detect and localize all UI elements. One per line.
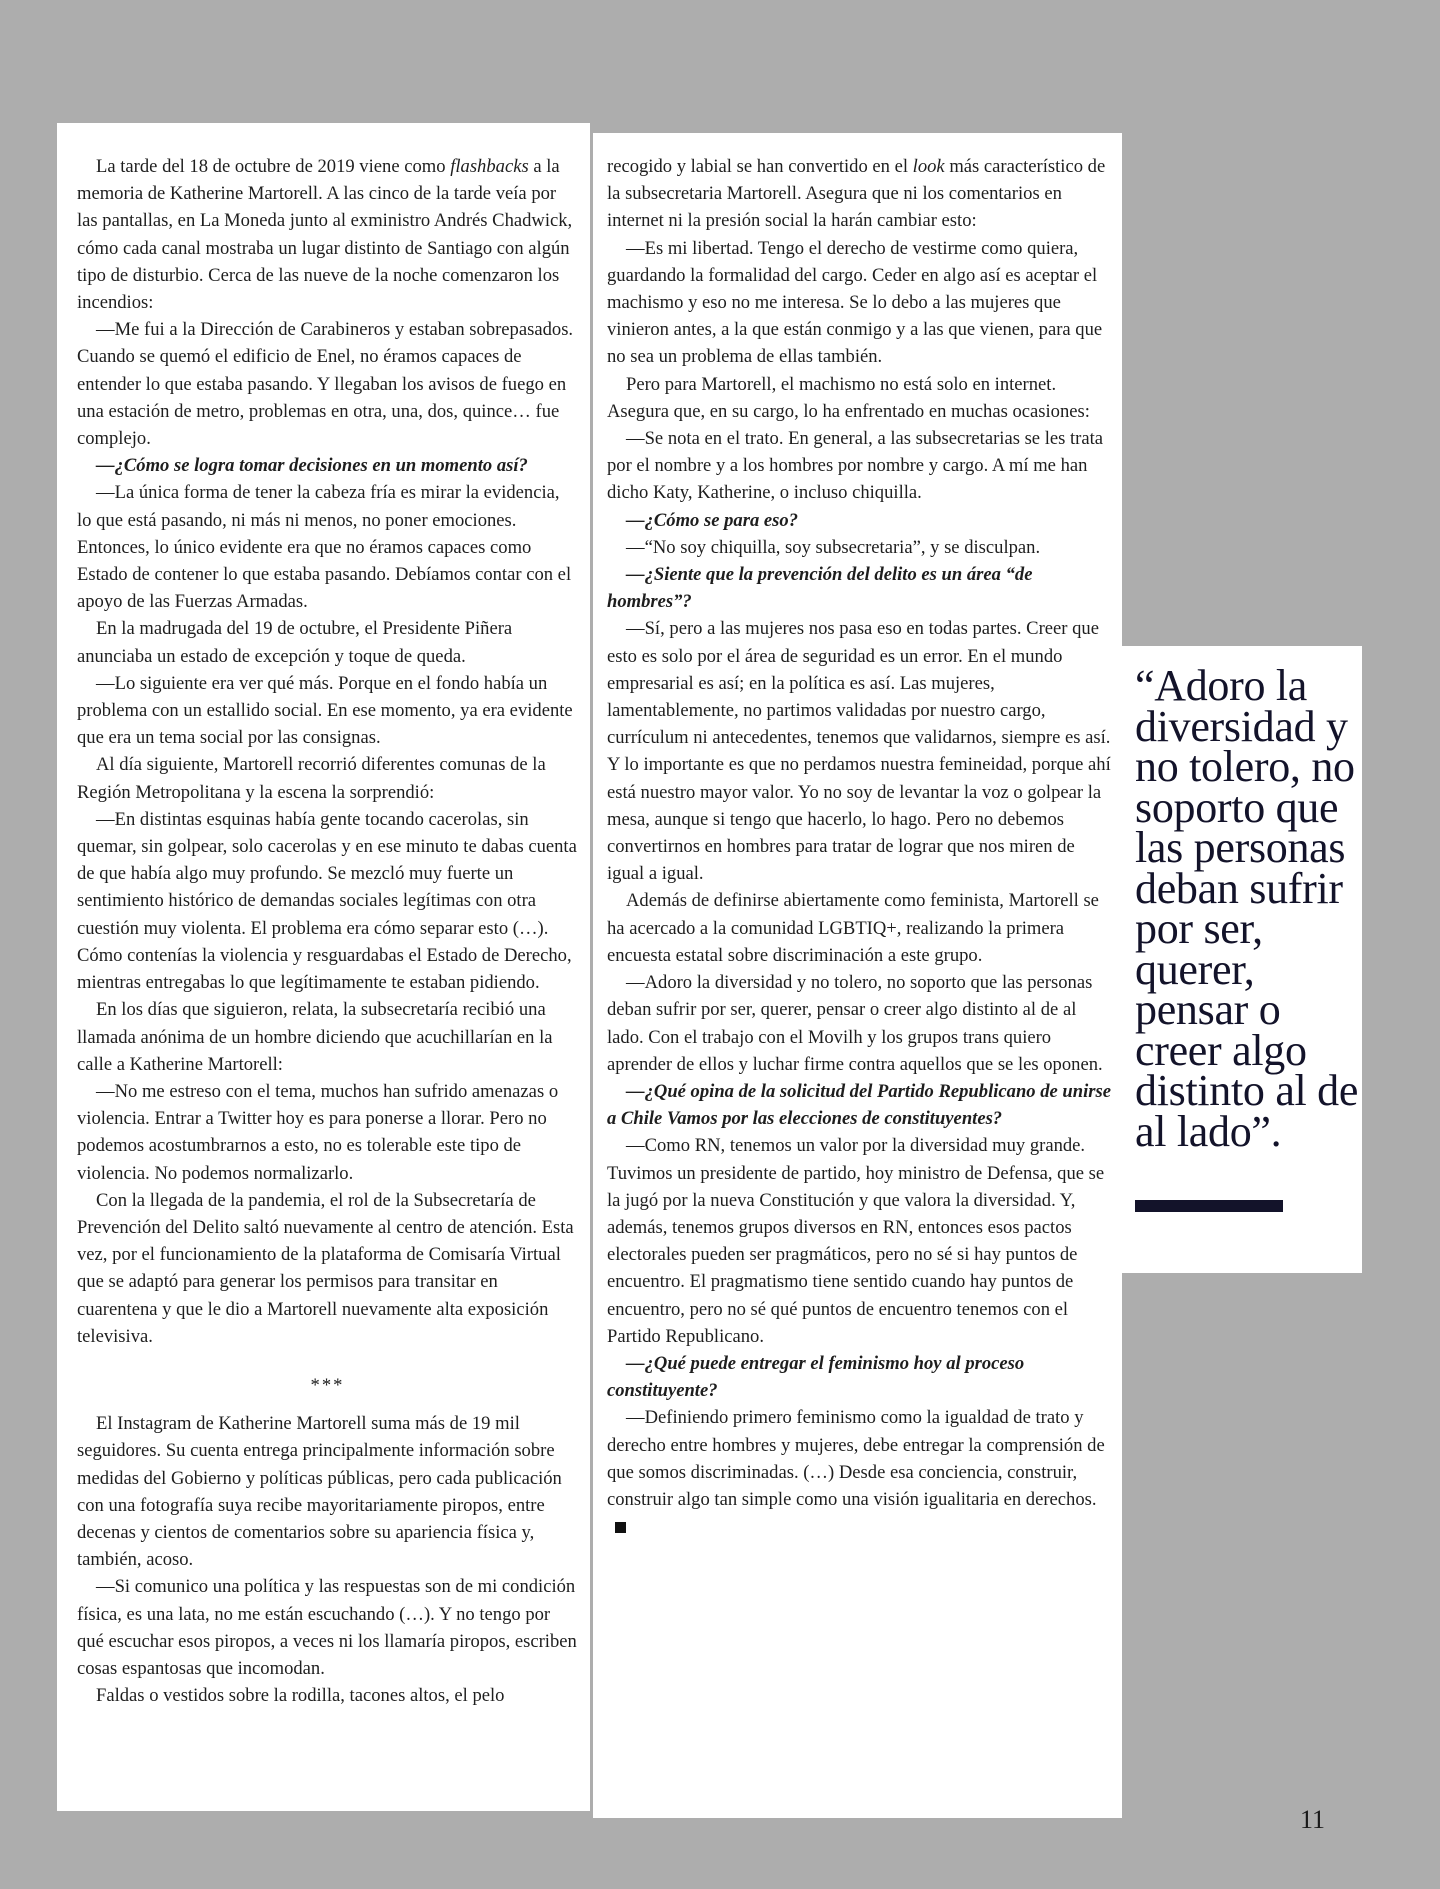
paragraph: —No me estreso con el tema, muchos han sufrido amenazas o violencia. Entrar a Twitter hoy es para ponerse a llorar. Pero no podemos acostumbrarnos a esto, no es tolerable este tipo de violencia. No podemos normalizarlo. (77, 1080, 559, 1184)
paragraph: —La única forma de tener la cabeza fría es mirar la evidencia, lo que está pasando, ni más ni menos, no poner emociones. Entonces, lo único evidente era que no éramos capaces como Estado de contener lo que estaba pasando. Debíamos contar con el apoyo de las Fuerzas Armadas. (77, 482, 572, 613)
paragraph: —Se nota en el trato. En general, a las subsecretarias se les trata por el nombre y a los hombres por nombre y cargo. A mí me han dicho Katy, Katherine, o incluso chiquilla. (607, 428, 1104, 504)
pull-quote-box (1122, 646, 1362, 1273)
article-column-left (57, 123, 590, 1811)
interview-question: —¿Cómo se logra tomar decisiones en un momento así? (96, 455, 528, 477)
paragraph: Además de definirse abiertamente como feminista, Martorell se ha acercado a la comunidad LGBTIQ+, realizando la primera encuesta estatal sobre discriminación a este grupo. (607, 890, 1099, 966)
section-separator: *** (310, 1374, 345, 1396)
paragraph: —En distintas esquinas había gente tocando cacerolas, sin quemar, sin golpear, solo cacerolas y en ese minuto te dabas cuenta de que había algo muy profundo. Se mezcló muy fuerte un sentimiento histórico de demandas sociales legítimas con otra cuestión muy violenta. El problema era cómo separar esto (…). Cómo contenías la violencia y resguardabas el Estado de Derecho, mientras entregabas lo que legítimamente te estaban pidiendo. (77, 808, 577, 994)
paragraph: —Sí, pero a las mujeres nos pasa eso en todas partes. Creer que esto es solo por el área de seguridad es un error. En el mundo empresarial es así; en la política es así. Las mujeres, lamentablemente, no partimos validadas por nuestro cargo, currículum ni antecedentes, tenemos que validarnos, siempre es así. Y lo importante es que no perdamos nuestra femineidad, porque ahí está nuestro mayor valor. Yo no soy de levantar la voz o golpear la mesa, aunque si tengo que hacerlo, lo hago. Pero no debemos convertirnos en hombres para tratar de lograr que nos miren de igual a igual. (607, 618, 1111, 885)
interview-question: —¿Qué puede entregar el feminismo hoy al proceso constituyente? (607, 1352, 1025, 1402)
paragraph: —Definiendo primero feminismo como la igualdad de trato y derecho entre hombres y mujeres, debe entregar la comprensión de que somos discriminadas. (…) Desde esa conciencia, construir, construir algo tan simple como una visión igualitaria en derechos. (607, 1404, 1114, 1540)
paragraph: La tarde del 18 de octubre de 2019 viene como flashbacks a la memoria de Katherine Martorell. A las cinco de la tarde veía por las pantallas, en La Moneda junto al exministro Andrés Chadwick, cómo cada canal mostraba un lugar distinto de Santiago con algún tipo de disturbio. Cerca de las nueve de la noche comenzaron los incendios: (77, 156, 573, 314)
paragraph: En los días que siguieron, relata, la subsecretaría recibió una llamada anónima de un hombre diciendo que acuchillarían en la calle a Katherine Martorell: (77, 999, 553, 1075)
paragraph: Al día siguiente, Martorell recorrió diferentes comunas de la Región Metropolitana y la escena la sorprendió: (77, 754, 546, 803)
interview-question: —¿Qué opina de la solicitud del Partido Republicano de unirse a Chile Vamos por las elecciones de constituyentes? (607, 1080, 1112, 1130)
paragraph: Pero para Martorell, el machismo no está solo en internet. Asegura que, en su cargo, lo ha enfrentado en muchas ocasiones: (607, 373, 1090, 422)
paragraph: En la madrugada del 19 de octubre, el Presidente Piñera anunciaba un estado de excepción y toque de queda. (77, 618, 513, 667)
paragraph: —Es mi libertad. Tengo el derecho de vestirme como quiera, guardando la formalidad del cargo. Ceder en algo así es aceptar el machismo y eso no me interesa. Se lo debo a las mujeres que vinieron antes, a la que están conmigo y a las que vienen, para que no sea un problema de ellas también. (607, 237, 1103, 368)
end-of-article-mark (615, 1522, 626, 1533)
interview-question: —¿Cómo se para eso? (626, 509, 798, 531)
paragraph: —Como RN, tenemos un valor por la diversidad muy grande. Tuvimos un presidente de partido, hoy ministro de Defensa, que se la jugó por la nueva Constitución y que valora la diversidad. Y, además, tenemos grupos diversos en RN, entonces esos pactos electorales pueden ser pragmáticos, pero no sé si hay puntos de encuentro. El pragmatismo tiene sentido cuando hay puntos de encuentro, pero no sé qué puntos de encuentro tenemos con el Partido Republicano. (607, 1135, 1105, 1347)
paragraph: recogido y labial se han convertido en el look más característico de la subsecretaria Martorell. Asegura que ni los comentarios en internet ni la presión social la harán cambiar esto: (607, 156, 1106, 232)
paragraph: —Lo siguiente era ver qué más. Porque en el fondo había un problema con un estallido social. En ese momento, ya era evidente que era un tema social por las consignas. (77, 672, 573, 749)
paragraph: Con la llegada de la pandemia, el rol de la Subsecretaría de Prevención del Delito saltó nuevamente al centro de atención. Esta vez, por el funcionamiento de la plataforma de Comisaría Virtual que se adaptó para generar los permisos para transitar en cuarentena y que le dio a Martorell nuevamente alta exposición televisiva. (77, 1189, 574, 1347)
paragraph: —Me fui a la Dirección de Carabineros y estaban sobrepasados. Cuando se quemó el edificio de Enel, no éramos capaces de entender lo que estaba pasando. Y llegaban los avisos de fuego en una estación de metro, problemas en otra, una, dos, quince… fue complejo. (77, 319, 574, 450)
pull-quote: “Adoro la diversidad y no tolero, no soporto que las personas deban sufrir por ser, querer, pensar o creer algo distinto al de al lado”. (1135, 661, 1359, 1156)
paragraph: —Adoro la diversidad y no tolero, no soporto que las personas deban sufrir por ser, querer, pensar o creer algo distinto al de al lado. Con el trabajo con el Movilh y los grupos trans quiero aprender de ellos y luchar firme contra aquellos que se les oponen. (607, 972, 1103, 1075)
paragraph: —“No soy chiquilla, soy subsecretaria”, y se disculpan. (626, 536, 1041, 558)
page-number: 11 (1300, 1805, 1326, 1834)
paragraph: El Instagram de Katherine Martorell suma más de 19 mil seguidores. Su cuenta entrega principalmente información sobre medidas del Gobierno y políticas públicas, pero cada publicación con una fotografía suya recibe mayoritariamente piropos, entre decenas y cientos de comentarios sobre su apariencia física y, también, acoso. (77, 1413, 562, 1571)
interview-question: —¿Siente que la prevención del delito es un área “de hombres”? (607, 564, 1033, 613)
pull-quote-rule (1135, 1200, 1283, 1212)
article-column-right (593, 133, 1122, 1818)
paragraph: —Si comunico una política y las respuestas son de mi condición física, es una lata, no me están escuchando (…). Y no tengo por qué escuchar esos piropos, a veces ni los llamaría piropos, escriben cosas espantosas que incomodan. (77, 1576, 577, 1679)
paragraph: Faldas o vestidos sobre la rodilla, tacones altos, el pelo (96, 1685, 505, 1707)
